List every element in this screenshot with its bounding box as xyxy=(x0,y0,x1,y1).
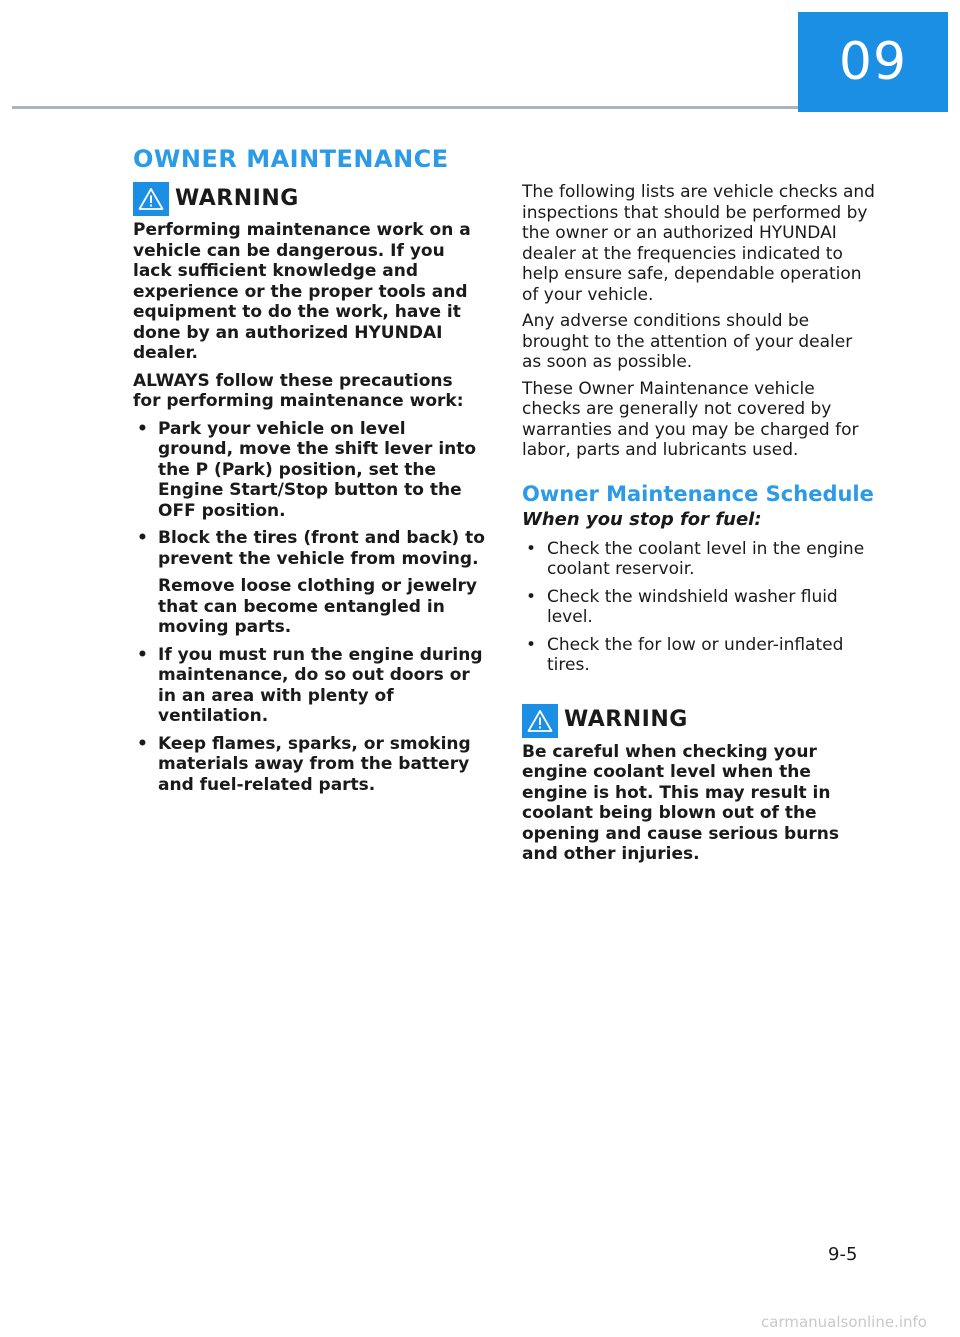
warning-header xyxy=(133,182,485,216)
warning-label: WARNING xyxy=(564,707,688,733)
schedule-title: Owner Maintenance Schedule xyxy=(522,481,874,506)
precautions-intro: ALWAYS follow these precautions for performing maintenance work: xyxy=(133,370,464,411)
list-item: • Block the tires (front and back) to prevent the vehicle from moving. xyxy=(133,528,485,569)
warning-body xyxy=(522,742,876,865)
warning-triangle-icon xyxy=(133,182,169,216)
page-number: 9-5 xyxy=(828,1244,858,1265)
list-item: • Check the for low or under-inflated tires. xyxy=(522,635,876,676)
watermark: carmanualsonline.info xyxy=(761,1313,927,1331)
coolant-warning xyxy=(522,704,876,865)
fuel-checklist xyxy=(522,539,876,676)
list-item: • Keep flames, sparks, or smoking materials away from the battery and fuel-related parts. xyxy=(133,734,485,796)
left-column xyxy=(133,182,485,802)
precautions-list-continued xyxy=(133,645,485,796)
warranty-paragraph: These Owner Maintenance vehicle checks are generally not covered by warranties and you may be charged for labor, parts and lubricants used. xyxy=(522,378,859,460)
warning-header xyxy=(522,704,876,738)
list-item: • Check the coolant level in the engine coolant reservoir. xyxy=(522,539,876,580)
chapter-tab: 09 xyxy=(798,12,948,112)
warning-paragraph: Performing maintenance work on a vehicle can be dangerous. If you lack sufficient knowledge and experience or the proper tools and equipment to do the work, have it done by an authorized HYUNDAI dealer. xyxy=(133,220,471,363)
list-item: • Park your vehicle on level ground, move the shift lever into the P (Park) position, set the Engine Start/Stop button to the OFF position. xyxy=(133,419,485,522)
intro-paragraph: The following lists are vehicle checks and inspections that should be performed by the owner or an authorized HYUNDAI dealer at the frequencies indicated to help ensure safe, dependable operation of your vehicle. xyxy=(522,182,875,305)
warning-paragraph: Be careful when checking your engine coolant level when the engine is hot. This may result in coolant being blown out of the opening and cause serious burns and other injuries. xyxy=(522,741,839,864)
warning-label: WARNING xyxy=(175,185,299,211)
fuel-stop-heading: When you stop for fuel: xyxy=(522,508,762,530)
section-title: OWNER MAINTENANCE xyxy=(133,145,449,173)
warning-body xyxy=(133,220,485,795)
list-item: • If you must run the engine during maintenance, do so out doors or in an area with plenty of ventilation. xyxy=(133,645,485,727)
right-column xyxy=(522,182,876,872)
header-rule xyxy=(12,106,798,109)
warning-triangle-icon xyxy=(522,704,558,738)
list-item: • Check the windshield washer fluid level. xyxy=(522,587,876,628)
adverse-conditions-paragraph: Any adverse conditions should be brought to the attention of your dealer as soon as possible. xyxy=(522,311,853,372)
indented-paragraph: Remove loose clothing or jewelry that can become entangled in moving parts. xyxy=(158,576,477,637)
precautions-list xyxy=(133,419,485,570)
